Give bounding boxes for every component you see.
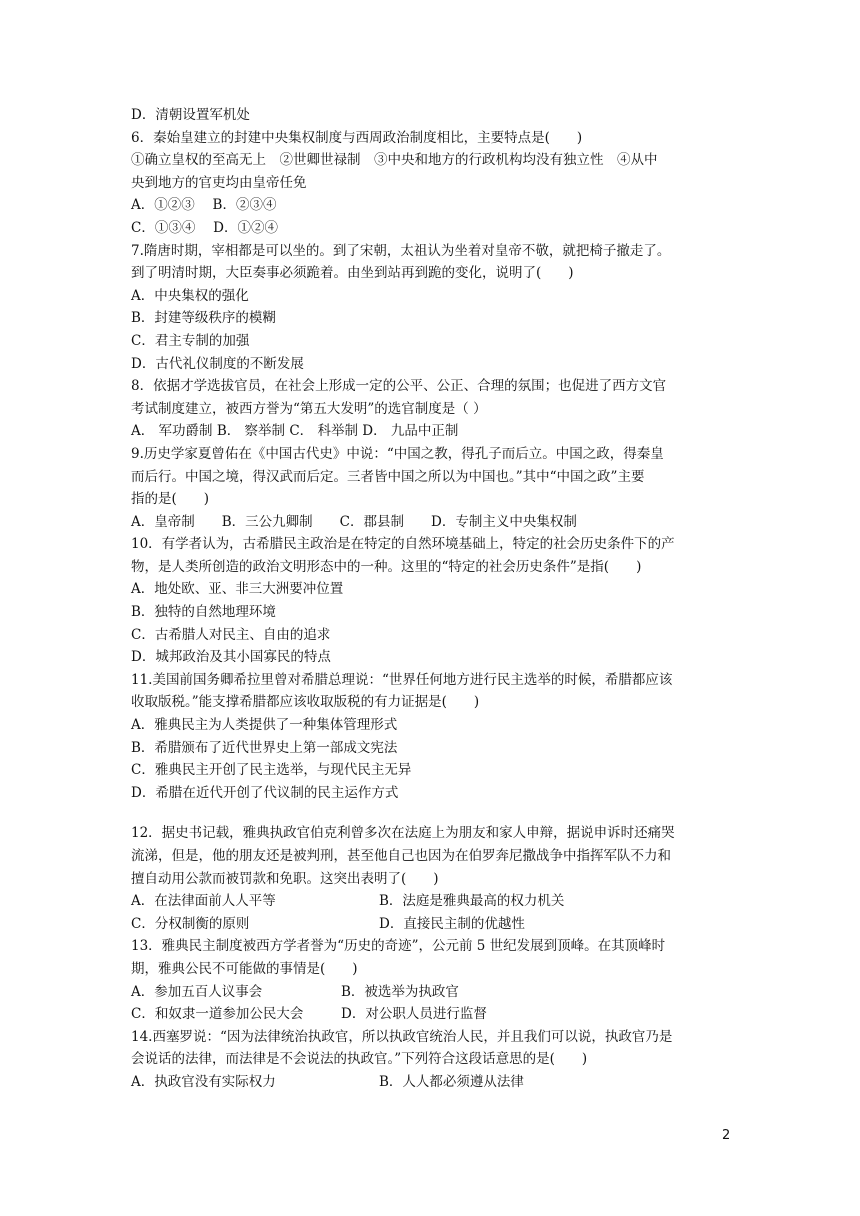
option-row [131, 913, 731, 936]
text-line: 流涕，但是，他的朋友还是被判刑，甚至他自己也因为在伯罗奔尼撒战争中指挥军队不力和 [131, 848, 671, 864]
question-7-stem: 7.隋唐时期，宰相都是可以坐的。到了宋朝，太祖认为坐着对皇帝不敬，就把椅子撤走了。 [131, 242, 671, 259]
option-line: B．封建等级秩序的模糊 [131, 310, 276, 327]
option-line: A．地处欧、亚、非三大洲要冲位置 [131, 581, 344, 598]
option-line: D．希腊在近代开创了代议制的民主运作方式 [131, 784, 399, 801]
option-line: A． 军功爵制 B． 察举制 C． 科举制 D． 九品中正制 [131, 423, 459, 440]
text-line: 期，雅典公民不可能做的事情是( ) [131, 960, 358, 977]
option-b: B．人人都必须遵从法律 [379, 1073, 524, 1090]
text-line: 收取版税。”能支撑希腊都应该收取版税的有力证据是( ) [131, 694, 480, 711]
text-line: ①确立皇权的至高无上 ②世卿世禄制 ③中央和地方的行政机构均没有独立性 ④从中 [131, 152, 658, 169]
option-line: C．君主专制的加强 [131, 332, 250, 349]
option-c: C．和奴隶一道参加公民大会 [131, 1006, 304, 1023]
question-12-stem: 12．据史书记载，雅典执政官伯克利曾多次在法庭上为朋友和家人申辩，据说申诉时还痛哭 [131, 825, 675, 842]
option-line: B．希腊颁布了近代世界史上第一部成文宪法 [131, 739, 398, 756]
text-line: 而后行。中国之境，得汉武而后定。三者皆中国之所以为中国也。”其中“中国之政”主要 [131, 468, 645, 485]
text-line: 考试制度建立，被西方誉为“第五大发明”的选官制度是（ ） [131, 400, 487, 417]
text-line: D．清朝设置军机处 [131, 107, 250, 123]
option-b: B．法庭是雅典最高的权力机关 [379, 893, 565, 910]
question-10-stem: 10．有学者认为，古希腊民主政治是在特定的自然环境基础上，特定的社会历史条件下的产 [131, 536, 675, 553]
option-line: A．皇帝制 B．三公九卿制 C．郡县制 D．专制主义中央集权制 [131, 513, 577, 530]
question-text-block [131, 104, 731, 1094]
option-line: C．雅典民主开创了民主选举，与现代民主无异 [131, 762, 412, 779]
option-b: B．被选举为执政官 [341, 983, 459, 1000]
question-8-stem: 8．依据才学选拔官员，在社会上形成一定的公平、公正、合理的氛围；也促进了西方文官 [131, 378, 667, 395]
option-d: D．对公职人员进行监督 [341, 1006, 487, 1023]
text-line: 物，是人类所创造的政治文明形态中的一种。这里的“特定的社会历史条件”是指( ) [131, 558, 642, 575]
option-line: A．①②③ B．②③④ [131, 197, 277, 214]
option-row [131, 890, 731, 913]
option-line: D．古代礼仪制度的不断发展 [131, 355, 304, 372]
blank-gap [131, 804, 731, 822]
option-line: A．中央集权的强化 [131, 287, 249, 304]
option-line: A．雅典民主为人类提供了一种集体管理形式 [131, 717, 398, 734]
option-row [131, 1071, 731, 1094]
page-number: 2 [722, 1128, 731, 1143]
option-c: C．分权制衡的原则 [131, 915, 250, 932]
question-11-stem: 11.美国前国务卿希拉里曾对希腊总理说：“世界任何地方进行民主选举的时候，希腊都应该 [131, 671, 673, 688]
option-line: D．城邦政治及其小国寡民的特点 [131, 649, 331, 666]
question-13-stem: 13．雅典民主制度被西方学者誉为“历史的奇迹”，公元前 5 世纪发展到顶峰。在其顶峰时 [131, 938, 666, 955]
text-line: 会说话的法律，而法律是不会说法的执政官。”下列符合这段话意思的是( ) [131, 1051, 588, 1068]
text-line: 到了明清时期，大臣奏事必须跪着。由坐到站再到跪的变化，说明了( ) [131, 265, 574, 282]
option-line: C．①③④ D．①②④ [131, 219, 278, 236]
option-a: A．在法律面前人人平等 [131, 893, 276, 910]
question-14-stem: 14.西塞罗说：“因为法律统治执政官，所以执政官统治人民，并且我们可以说，执政官乃是 [131, 1028, 673, 1045]
question-6-stem: 6．秦始皇建立的封建中央集权制度与西周政治制度相比，主要特点是( ) [131, 129, 583, 146]
text-line: 央到地方的官吏均由皇帝任免 [131, 174, 307, 191]
option-line: B．独特的自然地理环境 [131, 604, 276, 621]
option-d: D．直接民主制的优越性 [379, 915, 525, 932]
option-row [131, 1003, 731, 1026]
text-line: 擅自动用公款而被罚款和免职。这突出表明了( ) [131, 870, 439, 887]
option-row [131, 981, 731, 1004]
text-line: 指的是( ) [131, 491, 210, 508]
option-a: A．参加五百人议事会 [131, 983, 263, 1000]
question-9-stem: 9.历史学家夏曾佑在《中国古代史》中说：“中国之教，得孔子而后立。中国之政，得秦皇 [131, 445, 664, 462]
option-a: A．执政官没有实际权力 [131, 1073, 276, 1090]
option-line: C．古希腊人对民主、自由的追求 [131, 626, 331, 643]
